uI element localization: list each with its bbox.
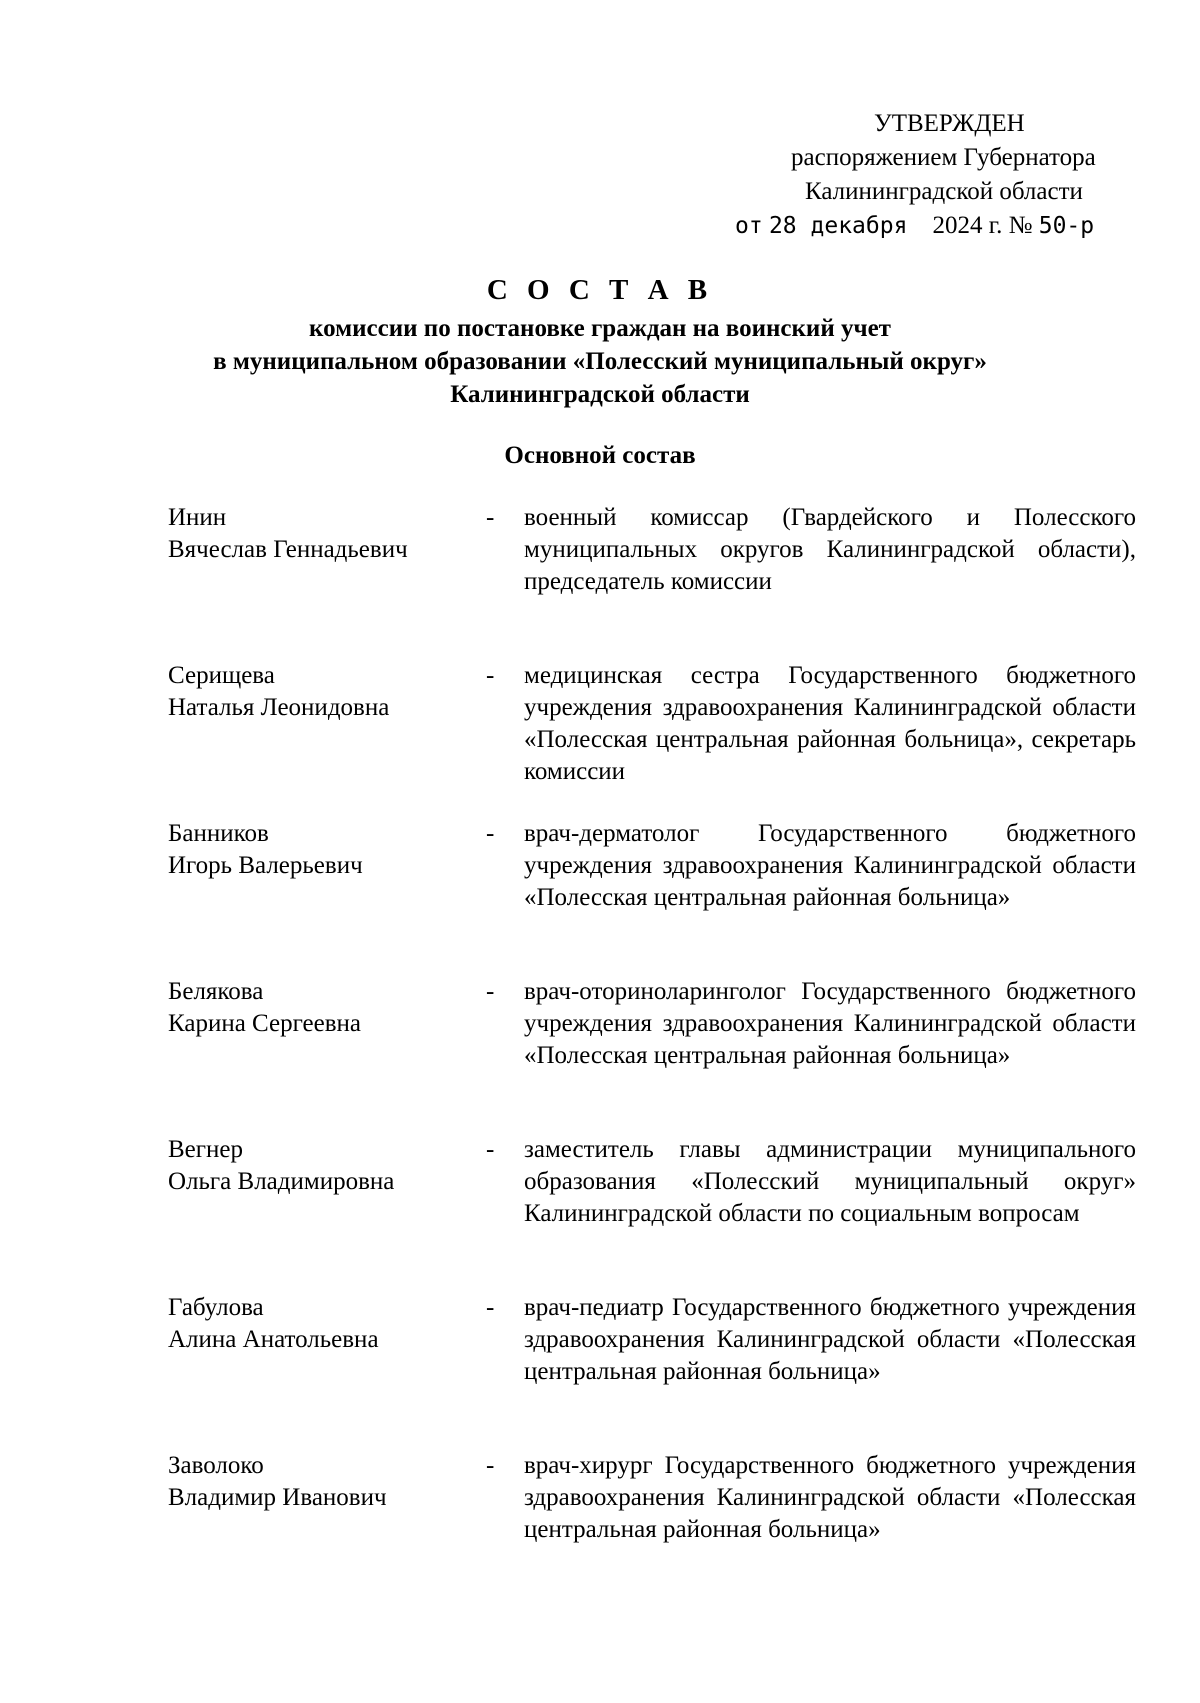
member-given-names: Алина Анатольевна xyxy=(168,1326,379,1353)
section-title: Основной состав xyxy=(504,442,696,469)
member-role: заместитель главы администрации муниципального образования «Полесский муниципальный округ» Калининградской области по социальным вопросам xyxy=(524,1136,1136,1227)
date-prefix: от xyxy=(735,213,763,239)
dash-separator: - xyxy=(486,504,495,531)
member-role: врач-хирург Государственного бюджетного учреждения здравоохранения Калининградской области «Полесская центральная районная больница» xyxy=(524,1452,1136,1543)
document-subtitle-line: в муниципальном образовании «Полесский муниципальный округ» xyxy=(213,348,987,375)
member-surname: Инин xyxy=(168,504,227,531)
member-name xyxy=(168,1450,468,1514)
dash-separator: - xyxy=(486,1136,495,1163)
member-surname: Серищева xyxy=(168,662,275,689)
member-surname: Белякова xyxy=(168,978,264,1005)
member-name xyxy=(168,1292,468,1356)
member-role: врач-дерматолог Государственного бюджетного учреждения здравоохранения Калининградской области «Полесская центральная районная больница» xyxy=(524,820,1136,911)
order-number: 50-р xyxy=(1038,213,1095,239)
dash-separator: - xyxy=(486,1294,495,1321)
document-subtitle-line: комиссии по постановке граждан на воинский учет xyxy=(309,315,891,342)
member-name xyxy=(168,502,468,566)
dash-separator: - xyxy=(486,978,495,1005)
document-title: С О С Т А В xyxy=(486,274,714,306)
document-subtitle-line: Калининградской области xyxy=(450,381,750,408)
member-surname: Вегнер xyxy=(168,1136,243,1163)
member-given-names: Вячеслав Геннадьевич xyxy=(168,536,408,563)
member-name xyxy=(168,660,468,724)
dash-separator: - xyxy=(486,820,495,847)
member-name xyxy=(168,818,468,882)
member-name xyxy=(168,1134,468,1198)
member-role: военный комиссар (Гвардейского и Полесского муниципальных округов Калининградской области), председатель комиссии xyxy=(524,504,1136,595)
approval-line: Калининградской области xyxy=(805,178,1083,205)
dash-separator: - xyxy=(486,662,495,689)
approval-line: распоряжением Губернатора xyxy=(791,144,1096,171)
dash-separator: - xyxy=(486,1452,495,1479)
member-surname: Заволоко xyxy=(168,1452,264,1479)
member-given-names: Игорь Валерьевич xyxy=(168,852,363,879)
document-title-block xyxy=(0,272,1200,411)
member-given-names: Ольга Владимировна xyxy=(168,1168,395,1195)
member-surname: Банников xyxy=(168,820,269,847)
member-given-names: Карина Сергеевна xyxy=(168,1010,362,1037)
member-role: врач-педиатр Государственного бюджетного учреждения здравоохранения Калининградской области «Полесская центральная районная больница» xyxy=(524,1294,1136,1385)
member-given-names: Владимир Иванович xyxy=(168,1484,387,1511)
date-value: 28 декабря xyxy=(768,213,908,239)
member-name xyxy=(168,976,468,1040)
approval-title: УТВЕРЖДЕН xyxy=(874,110,1025,137)
year-number-label: 2024 г. № xyxy=(932,212,1033,239)
member-role: врач-оториноларинголог Государственного бюджетного учреждения здравоохранения Калининградской области «Полесская центральная районная больница» xyxy=(524,978,1136,1069)
member-given-names: Наталья Леонидовна xyxy=(168,694,390,721)
approval-date-line xyxy=(735,210,1094,242)
member-role: медицинская сестра Государственного бюджетного учреждения здравоохранения Калининградской области «Полесская центральная районная больница», секретарь комиссии xyxy=(524,662,1136,785)
member-surname: Габулова xyxy=(168,1294,264,1321)
